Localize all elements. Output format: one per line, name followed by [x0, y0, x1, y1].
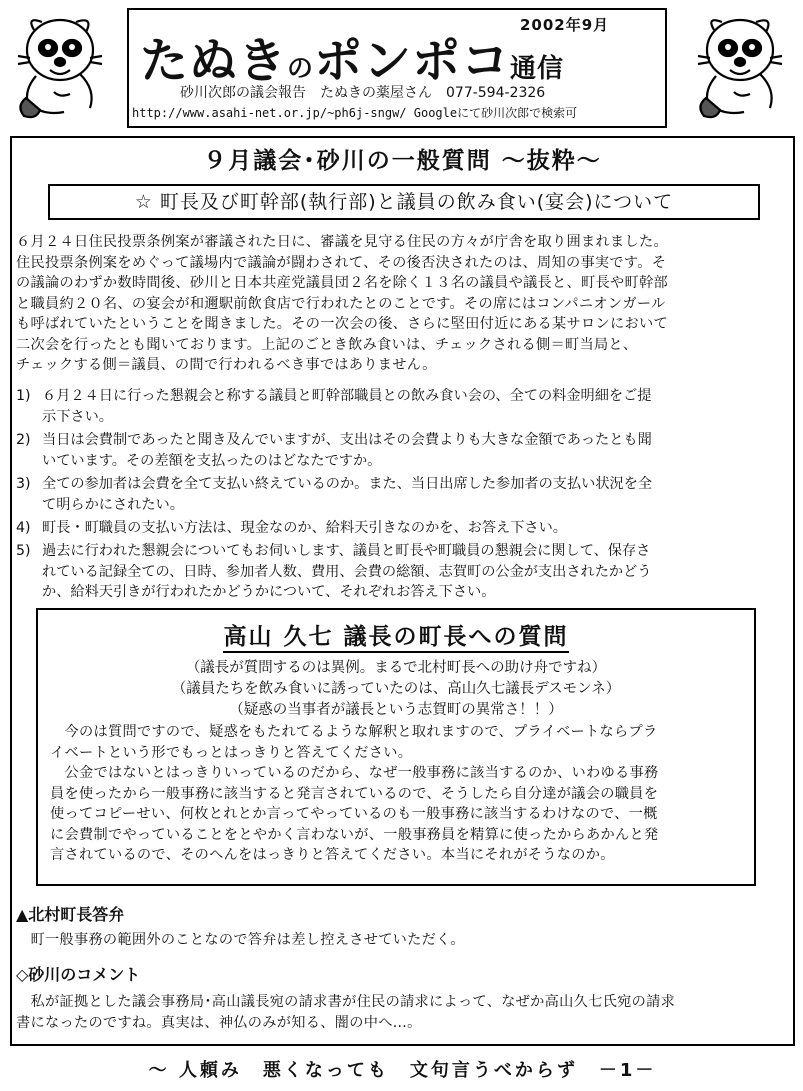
- chairman-question-title-text: 高山 久七 議長の町長への質問: [223, 624, 568, 653]
- question-line: 町長・町職員の支払い方法は、現金なのか、給料天引きなのかを、お答え下さい。: [42, 520, 567, 536]
- question-number: 4): [16, 520, 31, 536]
- editor-note: （議員たちを飲み食いに誘っていたのは、高山久七議長デスモンネ）: [171, 681, 621, 697]
- body-line: 員を使ったから一般事務に該当すると発言されているので、そうしたら自分達が議会の職員を: [50, 785, 659, 802]
- comment-line: 私が証拠とした議会事務局･高山議長宛の請求書が住民の請求によって、なぜか高山久七氏宛の請求: [16, 994, 676, 1010]
- question-number: 2): [16, 432, 31, 448]
- editor-note: （議長が質問するのは異例。まるで北村町長への助け舟ですね）: [185, 660, 607, 676]
- question-item-2: [16, 430, 786, 471]
- title-particle: の: [287, 54, 315, 84]
- question-item-3: [16, 474, 786, 515]
- website-line: http://www.asahi-net.or.jp/~ph6j-sngw/ Googleにて砂川次郎で検索可: [132, 106, 578, 120]
- question-line: ６月２４日に行った懇親会と称する議員と町幹部職員との飲み食い会の、全ての料金明細をご提: [42, 388, 652, 404]
- intro-line: の議論のわずか数時間後、砂川と日本共産党議員団２名を除く１３名の議員や議長と、町長や町幹部: [16, 275, 668, 291]
- question-line: いています。その差額を支払ったのはどなたですか。: [42, 452, 382, 469]
- comment-text: [16, 992, 786, 1033]
- title-part-ponpoko: ポンポコ: [314, 33, 511, 89]
- intro-line: チェックする側＝議員、の間で行われるべき事ではありません。: [16, 357, 437, 373]
- title-part-tsushin: 通信: [510, 54, 565, 84]
- question-number: 3): [16, 476, 31, 492]
- question-item-5: [16, 541, 786, 603]
- intro-paragraph: [16, 232, 786, 376]
- tanuki-mascot-left-icon: [14, 12, 109, 122]
- intro-line: ６月２４日住民投票条例案が審議された日に、審議を見守る住民の方々が庁舎を取り囲まれました。: [16, 234, 668, 250]
- question-line: か、給料天引きが行われたかどうかについて、それぞれお答え下さい。: [42, 584, 496, 600]
- body-line: 使ってコピーせい、何枚とれとか言ってやっているのも一般事務に該当するわけなので、一概: [50, 806, 658, 822]
- question-line: 過去に行われた懇親会についてもお伺いします、議員と町長や町職員の懇親会に関して、保存さ: [42, 543, 651, 559]
- topic-heading: ☆ 町長及び町幹部(執行部)と議員の飲み食い(宴会)について: [48, 184, 760, 220]
- question-line: て明らかにされたい。: [42, 496, 184, 513]
- footer-motto: ～ 人頼み 悪くなっても 文句言うべからず －1－: [148, 1060, 657, 1081]
- tanuki-mascot-right-icon: [694, 12, 789, 122]
- body-line: 言されているので、そのへんをはっきりと答えてください。本当にそれがそうなのか。: [50, 847, 615, 863]
- chairman-question-title: [36, 618, 756, 651]
- intro-line: も呼ばれていたということを聞きました。その一次会の後、さらに堅田付近にある某サロンにおいて: [16, 316, 668, 332]
- body-line: イベートという形でもっとはっきりと答えてください。: [50, 744, 413, 761]
- question-item-4: [16, 518, 786, 539]
- issue-date: 2002年9月: [520, 16, 610, 34]
- newsletter-title: [140, 22, 620, 91]
- question-line: 全ての参加者は会費を全て支払い終えているのか。また、当日出席した参加者の支払い状況を全: [42, 476, 653, 492]
- mayor-answer-text: 町一般事務の範囲外のことなので答弁は差し控えさせていただく。: [16, 932, 465, 948]
- question-number: 5): [16, 543, 31, 559]
- comment-heading: ◇砂川のコメント: [16, 965, 141, 984]
- intro-line: と職員約２０名、の宴会が和邇駅前飲食店で行われたとのことです。その席にはコンパニオンガール: [16, 295, 666, 312]
- question-line: 当日は会費制であったと聞き及んでいますが、支出はその会費よりも大きな金額であったとも聞: [42, 432, 652, 448]
- title-part-tanuki: たぬき: [140, 33, 288, 89]
- body-line: 今のは質問ですので、疑惑をもたれてるような解釈と取れますので、プライベートならプラ: [50, 724, 658, 740]
- body-line: に会費制でやっていることをとやかく言わないが、一般事務員を精算に使ったからあかんと発: [50, 826, 659, 843]
- mayor-answer-heading: ▲北村町長答弁: [16, 905, 125, 924]
- editor-note: （疑惑の当事者が議長という志賀町の異常さ！！）: [229, 702, 563, 718]
- section-title: ９月議会･砂川の一般質問 ～抜粋～: [203, 148, 602, 174]
- comment-line: 書になったのですね。真実は、神仏のみが知る、闇の中へ…。: [16, 1014, 422, 1031]
- byline: 砂川次郎の議会報告 たぬきの薬屋さん 077-594-2326: [180, 85, 546, 101]
- question-line: れている記録全ての、日時、参加者人数、費用、会費の総額、志賀町の公金が支出されたかどう: [42, 563, 652, 580]
- question-item-1: [16, 386, 786, 427]
- intro-line: 二次会を行ったとも聞いております。上記のごとき飲み食いは、チェックされる側＝町当局と、: [16, 336, 638, 353]
- question-line: 示下さい。: [42, 408, 113, 425]
- chairman-question-body: [50, 722, 750, 866]
- question-number: 1): [16, 388, 31, 404]
- body-line: 公金ではないとはっきりいっているのだから、なぜ一般事務に該当するのか、いわゆる事務: [50, 765, 659, 781]
- intro-line: 住民投票条例案をめぐって議場内で議論が闘わされて、その後否決されたのは、周知の事実です。そ: [16, 254, 667, 271]
